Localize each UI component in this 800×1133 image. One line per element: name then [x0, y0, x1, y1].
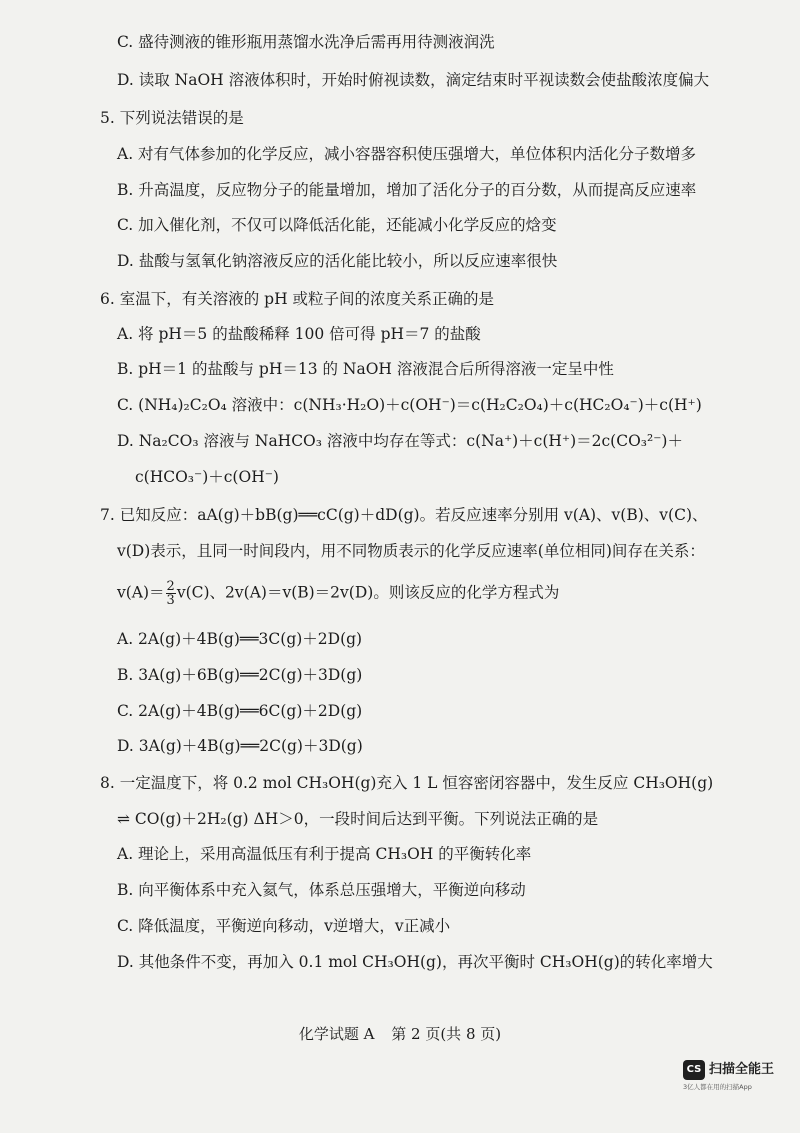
q8-option-a: A. 理论上，采用高温低压有利于提高 CH₃OH 的平衡转化率 — [117, 845, 532, 863]
q7-option-d: D. 3A(g)＋4B(g)══2C(g)＋3D(g) — [117, 737, 363, 755]
q8-option-c: C. 降低温度，平衡逆向移动，v逆增大，v正减小 — [117, 917, 451, 935]
q5-option-d: D. 盐酸与氢氧化钠溶液反应的活化能比较小，所以反应速率很快 — [117, 252, 558, 270]
q7-option-c: C. 2A(g)＋4B(g)══6C(g)＋2D(g) — [117, 702, 363, 720]
q8-option-d: D. 其他条件不变，再加入 0.1 mol CH₃OH(g)，再次平衡时 CH₃OH(g)的转化率增大 — [117, 953, 713, 971]
q5-option-b: B. 升高温度，反应物分子的能量增加，增加了活化分子的百分数，从而提高反应速率 — [117, 181, 697, 199]
q6-option-d-cont: c(HCO₃⁻)＋c(OH⁻) — [135, 468, 279, 486]
fraction-numerator: 2 — [166, 579, 175, 594]
question-6: 6. 室温下，有关溶液的 pH 或粒子间的浓度关系正确的是 — [100, 290, 495, 308]
q7-option-a: A. 2A(g)＋4B(g)══3C(g)＋2D(g) — [117, 630, 363, 648]
page-footer — [0, 1023, 800, 1045]
question-7-line2: v(D)表示，且同一时间段内，用不同物质表示的化学反应速率(单位相同)间存在关系： — [117, 542, 705, 560]
q7-option-b: B. 3A(g)＋6B(g)══2C(g)＋3D(g) — [117, 666, 363, 684]
q6-option-d: D. Na₂CO₃ 溶液与 NaHCO₃ 溶液中均存在等式：c(Na⁺)＋c(H⁺)＝2c(CO₃²⁻)＋ — [117, 432, 683, 450]
question-8: 8. 一定温度下，将 0.2 mol CH₃OH(g)充入 1 L 恒容密闭容器中，发生反应 CH₃OH(g) — [100, 774, 714, 792]
fraction-denominator: 3 — [166, 593, 175, 608]
q8-option-b: B. 向平衡体系中充入氦气，体系总压强增大，平衡逆向移动 — [117, 881, 526, 899]
q4-option-c: C. 盛待测液的锥形瓶用蒸馏水洗净后需再用待测液润洗 — [117, 33, 495, 51]
q6-option-a: A. 将 pH＝5 的盐酸稀释 100 倍可得 pH＝7 的盐酸 — [117, 325, 481, 343]
watermark-title: 扫描全能王 — [709, 1062, 775, 1077]
footer-subject: 化学试题 A — [298, 1025, 375, 1043]
q4-option-d: D. 读取 NaOH 溶液体积时，开始时俯视读数，滴定结束时平视读数会使盐酸浓度偏大 — [117, 71, 710, 89]
q7-relation-pre: v(A)＝ — [117, 583, 165, 602]
question-5: 5. 下列说法错误的是 — [100, 109, 244, 127]
scanner-watermark — [683, 1058, 783, 1094]
fraction — [166, 580, 176, 607]
q6-option-b: B. pH＝1 的盐酸与 pH＝13 的 NaOH 溶液混合后所得溶液一定呈中性 — [117, 360, 614, 378]
question-7: 7. 已知反应：aA(g)＋bB(g)══cC(g)＋dD(g)。若反应速率分别用 v(A)、v(B)、v(C)、 — [100, 506, 708, 524]
footer-page-number: 第 2 页(共 8 页) — [391, 1025, 502, 1043]
camscanner-logo-icon: CS — [683, 1060, 705, 1080]
q7-relation-post: v(C)、2v(A)＝v(B)＝2v(D)。则该反应的化学方程式为 — [176, 583, 560, 602]
q5-option-a: A. 对有气体参加的化学反应，减小容器容积使压强增大，单位体积内活化分子数增多 — [117, 145, 697, 163]
q6-option-c: C. (NH₄)₂C₂O₄ 溶液中：c(NH₃·H₂O)＋c(OH⁻)＝c(H₂C₂O₄)＋c(HC₂O₄⁻)＋c(H⁺) — [117, 396, 702, 414]
question-8-line2: ⇌ CO(g)＋2H₂(g) ΔH＞0，一段时间后达到平衡。下列说法正确的是 — [117, 810, 599, 828]
watermark-subtitle: 3亿人都在用的扫描App — [683, 1083, 752, 1091]
q5-option-c: C. 加入催化剂，不仅可以降低活化能，还能减小化学反应的焓变 — [117, 216, 557, 234]
question-7-line3 — [117, 580, 559, 607]
